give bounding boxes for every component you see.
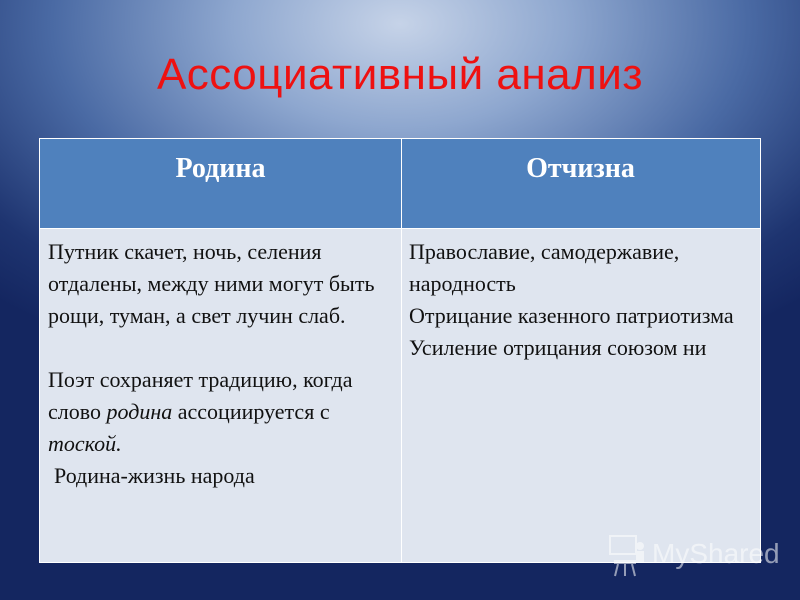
cell-otchizna (401, 228, 760, 562)
rodina-text-2-em-toska: тоской. (48, 431, 122, 456)
column-divider (401, 139, 402, 562)
otchizna-text-1: Православие, самодержавие, народность (409, 239, 680, 296)
comparison-table (39, 138, 761, 563)
rodina-text-2-prefix: Поэт сохраняет традицию, когда слово (48, 367, 353, 424)
myshared-watermark (606, 532, 786, 580)
header-divider (40, 228, 760, 229)
rodina-text-2 (48, 364, 393, 460)
paragraph-gap (48, 332, 393, 364)
teacher-podium-icon (606, 532, 650, 580)
table-header-row (40, 139, 760, 228)
header-otchizna: Отчизна (526, 153, 635, 184)
rodina-text-2-em-rodina: родина (106, 399, 173, 424)
header-rodina: Родина (175, 153, 266, 184)
otchizna-text-2: Отрицание казенного патриотизма (409, 303, 734, 328)
cell-rodina (40, 228, 401, 562)
slide-title: Ассоциативный анализ (156, 50, 644, 99)
table-body-row (40, 228, 760, 562)
watermark-text: MyShared (652, 538, 780, 569)
rodina-text-2-mid: ассоциируется с (172, 399, 330, 424)
rodina-text-1: Путник скачет, ночь, селения отдалены, между ними могут быть рощи, туман, а свет лучин слаб. (48, 239, 375, 328)
otchizna-text-3: Усиление отрицания союзом ни (409, 335, 707, 360)
rodina-text-3: Родина-жизнь народа (54, 463, 255, 488)
